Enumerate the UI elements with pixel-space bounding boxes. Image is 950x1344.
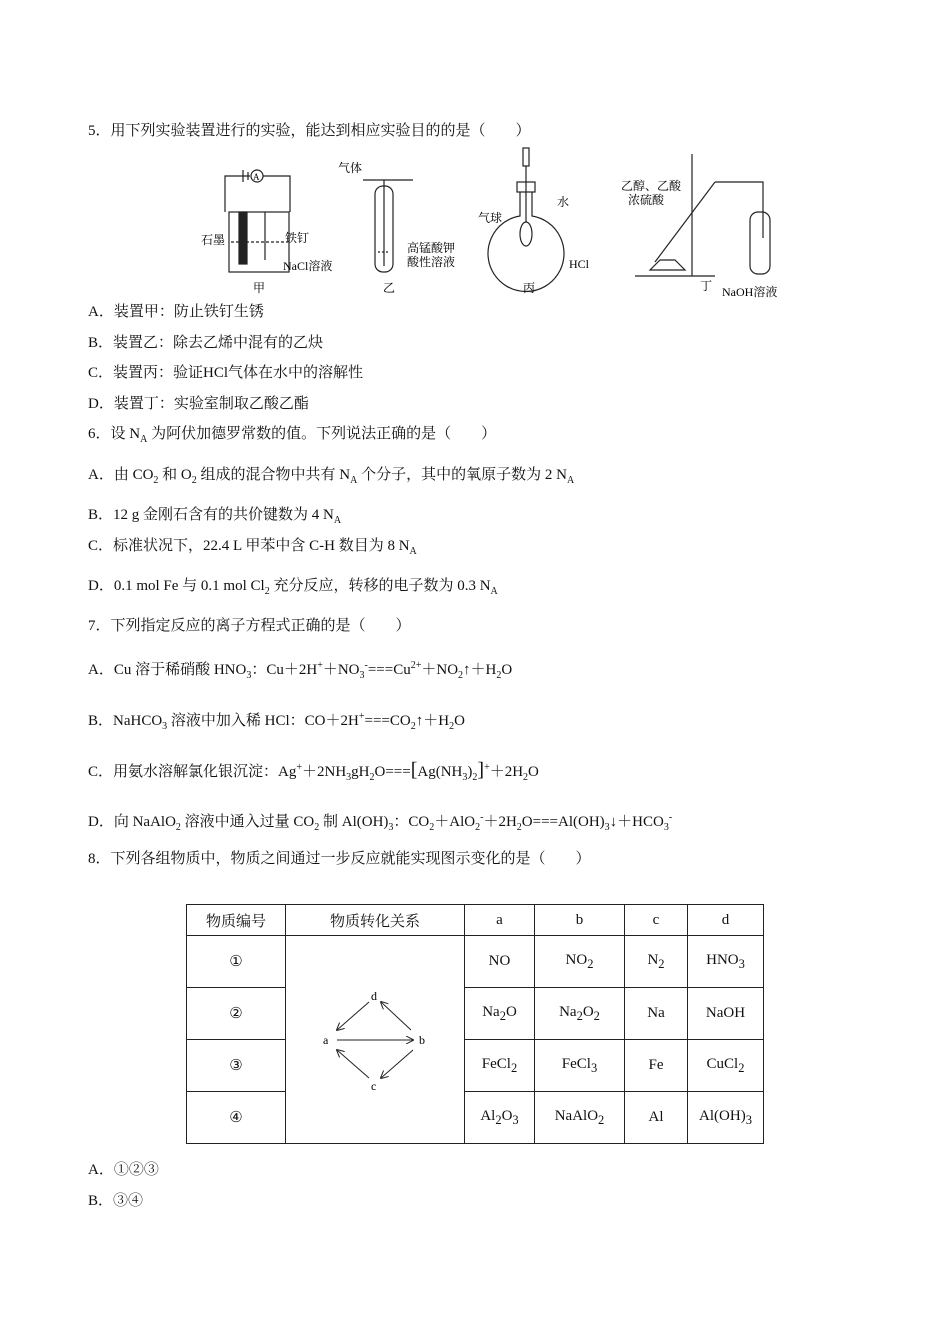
- cell-a: $Na_2O$: [465, 988, 535, 1040]
- q6-option-d: D．0.1 mol Fe 与 0.1 mol $Cl_2$ 充分反应，转移的电子数为 0.3 $N_A$: [88, 578, 498, 597]
- ding-reagent-label-2: 浓硫酸: [628, 193, 665, 207]
- cell-d: $HNO_3$: [688, 936, 764, 988]
- header-b: b: [535, 905, 625, 936]
- yi-solution-label-2: 酸性溶液: [407, 255, 456, 269]
- ding-reagent-label-1: 乙醇、乙酸: [621, 179, 682, 193]
- cell-d: CuCl$_2$: [688, 1040, 764, 1092]
- yi-caption: 乙: [383, 281, 396, 295]
- table-header-row: [187, 905, 764, 936]
- cell-b: $NO_2$: [535, 936, 625, 988]
- cell-a: FeCl$_2$: [465, 1040, 535, 1092]
- conversion-diagram-cell: [286, 936, 465, 1144]
- header-d: d: [688, 905, 764, 936]
- q5-option-c: C．装置丙：验证HCl气体在水中的溶解性: [88, 365, 364, 381]
- q5-stem: 5．用下列实验装置进行的实验，能达到相应实验目的的是（ ）: [88, 123, 531, 139]
- q6-option-a: A．由 $CO_2$ 和 $O_2$ 组成的混合物中共有 $N_A$ 个分子，其中的氧原子数为 2 $N_A$: [88, 467, 575, 486]
- q5-apparatus-figure: [195, 142, 795, 302]
- cell-c: $N_2$: [625, 936, 688, 988]
- diagram-node-c: c: [371, 1078, 377, 1093]
- q5-option-d: D．装置丁：实验室制取乙酸乙酯: [88, 396, 309, 412]
- jia-caption: 甲: [253, 281, 266, 295]
- q7-option-b: B．NaHCO$_3$ 溶液中加入稀 HCl：$CO+2H^+===CO_2↑+H_2O$: [88, 711, 465, 732]
- header-relation: 物质转化关系: [286, 905, 465, 936]
- cell-a: NO: [465, 936, 535, 988]
- row-id: ①: [187, 936, 286, 988]
- cell-c: Al: [625, 1092, 688, 1144]
- header-c: c: [625, 905, 688, 936]
- q6-option-c: C．标准状况下，22.4 L 甲苯中含 C-H 数目为 8 $N_A$: [88, 538, 417, 557]
- arrow-b-to-c: [381, 1050, 413, 1078]
- cell-b: $Na_2O_2$: [535, 988, 625, 1040]
- arrow-b-to-d: [381, 1002, 411, 1030]
- yi-solution-label-1: 高锰酸钾: [407, 241, 456, 255]
- q5-option-b: B．装置乙：除去乙烯中混有的乙炔: [88, 335, 324, 351]
- cell-d: $Al(OH)_3$: [688, 1092, 764, 1144]
- q8-option-b: B．③④: [88, 1193, 144, 1209]
- apparatus-jia: [225, 170, 290, 272]
- arrow-d-to-a: [337, 1002, 369, 1030]
- diagram-node-d: d: [371, 988, 377, 1003]
- header-a: a: [465, 905, 535, 936]
- arrow-c-to-a: [337, 1050, 369, 1078]
- table-row: [187, 1040, 764, 1092]
- ding-solution-label: NaOH溶液: [722, 285, 778, 299]
- table-row: [187, 936, 764, 988]
- conversion-diagram: [315, 980, 435, 1100]
- cell-a: $Al_2O_3$: [465, 1092, 535, 1144]
- q7-option-a: A．Cu 溶于稀硝酸 $HNO_3$：$Cu+2H^++NO_3^-===Cu^{2+}+NO_2↑+H_2O$: [88, 660, 513, 681]
- row-id: ③: [187, 1040, 286, 1092]
- apparatus-yi: [363, 180, 413, 272]
- q7-option-d: D．向 NaAlO$_2$ 溶液中通入过量 $CO_2$ 制 $Al(OH)_3$：$CO_2+AlO_2^-+2H_2O===Al(OH)_3↓+HCO_3^-$: [88, 812, 673, 833]
- q7-stem: 7．下列指定反应的离子方程式正确的是（ ）: [88, 618, 411, 634]
- apparatus-ding: [635, 154, 770, 276]
- jia-meter-label: A: [253, 172, 260, 182]
- cell-b: NaAlO$_2$: [535, 1092, 625, 1144]
- cell-b: FeCl$_3$: [535, 1040, 625, 1092]
- bing-balloon-label: 气球: [478, 211, 503, 225]
- q8-option-a: A．①②③: [88, 1162, 159, 1178]
- jia-graphite-label: 石墨: [201, 233, 226, 247]
- row-id: ②: [187, 988, 286, 1040]
- table-row: [187, 1092, 764, 1144]
- diagram-node-b: b: [419, 1032, 425, 1047]
- cell-d: NaOH: [688, 988, 764, 1040]
- ding-caption: 丁: [700, 279, 713, 293]
- q6-stem: 6．设 $N_A$ 为阿伏加德罗常数的值。下列说法正确的是（ ）: [88, 426, 497, 445]
- bing-caption: 丙: [523, 281, 536, 295]
- q8-stem: 8．下列各组物质中，物质之间通过一步反应就能实现图示变化的是（ ）: [88, 851, 591, 867]
- yi-gas-label: 气体: [338, 161, 363, 175]
- header-id: 物质编号: [187, 905, 286, 936]
- bing-water-label: 水: [557, 195, 570, 209]
- table-row: [187, 988, 764, 1040]
- diagram-node-a: a: [323, 1032, 329, 1047]
- q8-substance-table: [186, 904, 764, 1144]
- cell-c: Fe: [625, 1040, 688, 1092]
- q6-option-b: B．12 g 金刚石含有的共价键数为 4 $N_A$: [88, 507, 342, 526]
- bing-hcl-label: HCl: [569, 257, 590, 271]
- row-id: ④: [187, 1092, 286, 1144]
- q7-option-c: C．用氨水溶解氯化银沉淀：$Ag^++2NH_3gH_2O===[Ag(NH_3)_2]^++2H_2O$: [88, 759, 539, 783]
- jia-nail-label: 铁钉: [285, 231, 310, 245]
- cell-c: Na: [625, 988, 688, 1040]
- jia-solution-label: NaCl溶液: [283, 259, 333, 273]
- q5-option-a: A．装置甲：防止铁钉生锈: [88, 304, 264, 320]
